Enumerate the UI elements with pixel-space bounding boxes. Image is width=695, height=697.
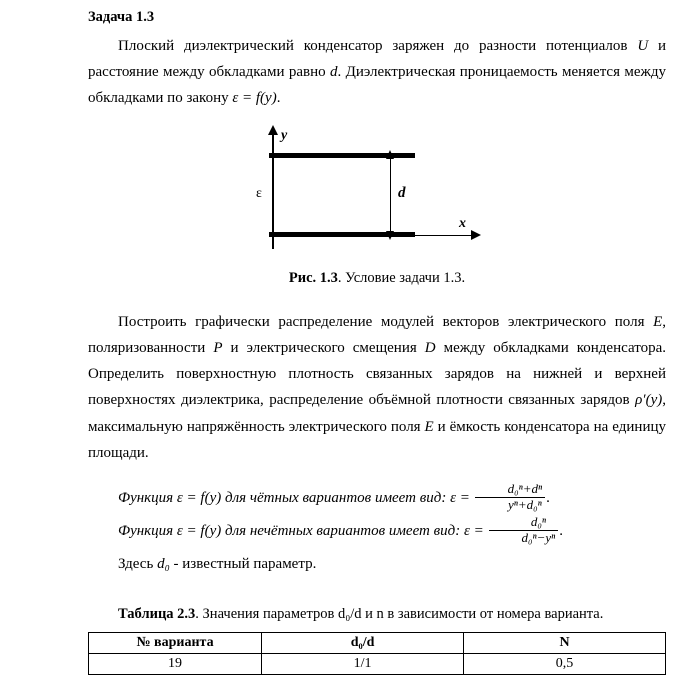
x-axis-arrow-icon	[471, 230, 481, 240]
document-body	[88, 8, 666, 675]
table-caption	[88, 603, 666, 626]
req-text-f: и ёмкость конденсатора на единицу площади.	[88, 418, 666, 461]
table-header-row	[89, 633, 666, 654]
symbol-d0: d₀	[157, 556, 170, 573]
symbol-E-max: E	[424, 418, 434, 435]
task-title: Задача 1.3	[88, 9, 155, 25]
parameters-table	[88, 632, 666, 675]
table-caption-text: . Значения параметров d₀/d и n в зависимости от номера варианта.	[195, 606, 604, 623]
table-caption-number: Таблица 2.3	[118, 606, 196, 623]
figure-caption-number: Рис. 1.3	[288, 269, 338, 286]
epsilon-label: ε	[256, 185, 262, 201]
y-axis-label: y	[281, 127, 288, 143]
problem-statement-paragraph	[88, 33, 666, 112]
odd-variant-fraction	[489, 515, 559, 546]
req-text-a: Построить графически распределение модулей векторов электрического поля	[118, 313, 654, 330]
gap-dimension-line	[390, 158, 391, 232]
table-header-n: N	[464, 633, 666, 654]
dimension-arrow-up-icon	[386, 150, 394, 159]
table-cell-d0d: 1/1	[262, 654, 464, 675]
problem-text-end: .	[276, 90, 281, 107]
dimension-arrow-down-icon	[386, 231, 394, 240]
gap-label: d	[398, 184, 406, 201]
x-axis-label: x	[459, 215, 466, 231]
symbol-D: D	[424, 339, 436, 356]
y-axis-arrow-icon	[268, 125, 278, 135]
req-text-e: , максимальную напряжённость электрического поля	[88, 392, 666, 435]
even-variant-formula-line	[88, 482, 666, 515]
table-cell-n: 0,5	[464, 654, 666, 675]
req-text-c: и электрического смещения	[222, 339, 425, 356]
odd-variant-denominator: d₀ⁿ−yⁿ	[489, 530, 559, 546]
figure-caption-text: . Условие задачи 1.3.	[337, 269, 466, 286]
req-text-d: между обкладками конденсатора. Определить поверхностную плотность связанных зарядов на нижней и верхней поверхностях диэлектрика, распределение объёмной плотности связанных зарядов	[88, 339, 666, 409]
odd-variant-numerator: d₀ⁿ	[530, 514, 546, 530]
table-row	[89, 654, 666, 675]
symbol-d: d	[329, 64, 338, 81]
table-header-variant: № варианта	[89, 633, 262, 654]
table-header-d0d: d₀/d	[262, 633, 464, 654]
symbol-U: U	[637, 37, 649, 54]
problem-text-b: и расстояние между обкладками равно	[88, 37, 666, 81]
figure-caption	[88, 270, 666, 287]
odd-variant-formula-prefix: Функция ε = f(y) для нечётных вариантов имеет вид: ε =	[118, 523, 488, 540]
symbol-rho-prime: ρ′(y)	[635, 392, 663, 409]
even-variant-period: .	[546, 490, 550, 507]
req-text-b: , поляризованности	[88, 313, 666, 356]
even-variant-numerator: d₀ⁿ+dⁿ	[507, 481, 543, 497]
even-variant-fraction	[475, 482, 545, 513]
symbol-P: P	[213, 339, 223, 356]
even-variant-formula-prefix: Функция ε = f(y) для чётных вариантов имеет вид: ε =	[118, 490, 474, 507]
requirements-paragraph	[88, 309, 666, 467]
symbol-E: E	[653, 313, 663, 330]
table-cell-variant: 19	[89, 654, 262, 675]
epsilon-law: ε = f(y)	[232, 90, 277, 107]
odd-variant-period: .	[559, 523, 564, 540]
even-variant-denominator: yⁿ+d₀ⁿ	[475, 497, 545, 513]
known-parameter-note	[88, 548, 666, 581]
known-parameter-text-a: Здесь	[118, 556, 158, 573]
problem-text-c: . Диэлектрическая проницаемость меняется между обкладками по закону	[88, 64, 666, 107]
figure-1-3	[88, 128, 666, 268]
known-parameter-text-b: - известный параметр.	[169, 556, 317, 573]
problem-text-a: Плоский диэлектрический конденсатор заряжен до разности потенциалов	[118, 37, 638, 54]
odd-variant-formula-line	[88, 515, 666, 548]
